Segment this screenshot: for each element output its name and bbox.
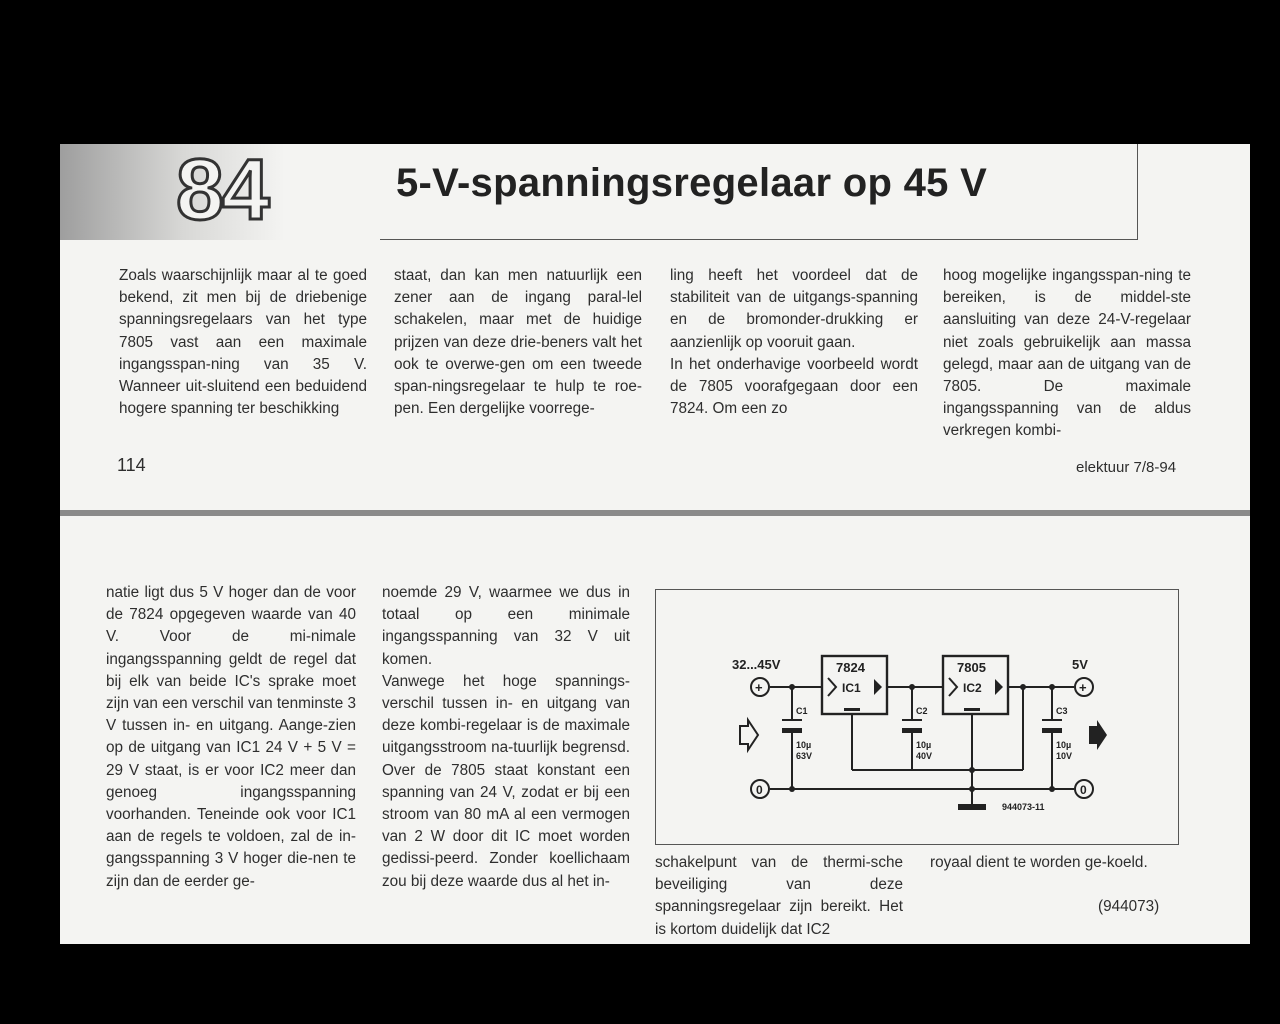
- paragraph: noemde 29 V, waarmee we dus in totaal op een minimale ingangsspanning van 32 V uit komen.: [382, 584, 630, 668]
- bottom-column-4: [930, 852, 1180, 874]
- ic1-name-label: IC1: [842, 681, 861, 695]
- ic1-type-label: 7824: [836, 660, 865, 675]
- ic2-ground-mark: [964, 708, 980, 711]
- input-arrow-icon: [740, 720, 758, 750]
- circuit-schematic: [655, 589, 1179, 845]
- paragraph: Vanwege het hoge spannings-verschil tussen in- en uitgang van deze kombi-regelaar is de maximale uitgangsstroom na-tuurlijk begrensd. Over de 7805 staat konstant een spanning van 24 V, zodat er bij een stroom van 80 mA al een vermogen van 2 W door dit IC moet worden gedissi-peerd. Zonder koellichaam zou bij deze waarde dus al het in-: [382, 672, 630, 890]
- top-column-1: [119, 265, 367, 420]
- top-column-4: [943, 265, 1191, 443]
- bottom-column-3: [655, 852, 903, 941]
- output-arrow-icon: [1089, 720, 1107, 750]
- junction: [1049, 684, 1055, 690]
- c3-voltage-label: 10V: [1056, 751, 1073, 761]
- junction: [909, 684, 915, 690]
- ground-bar-icon: [958, 804, 986, 810]
- paragraph: hoog mogelijke ingangsspan-ning te bereiken, is de middel-ste aansluiting van deze 24-V-regelaar niet zoals gebruikelijk aan massa gelegd, maar aan de uitgang van de 7805. De maximale ingangsspanning van de aldus verkregen kombi-: [943, 267, 1191, 440]
- ic1-ground-mark: [844, 708, 860, 711]
- article-title: 5-V-spanningsregelaar op 45 V: [396, 161, 988, 205]
- junction: [789, 684, 795, 690]
- paragraph: Zoals waarschijnlijk maar al te goed bekend, zit men bij de driebenige spanningsregelaars van het type 7805 vast aan een maximale ingangsspan-ning van 35 V. Wanneer uit-sluitend een beduidend hogere spanning ter beschikking: [119, 267, 367, 418]
- c2-plate-bottom: [902, 728, 922, 733]
- bottom-column-2: [382, 582, 630, 893]
- plus-symbol: +: [755, 680, 763, 695]
- junction: [789, 786, 795, 792]
- article-code: (944073): [1098, 898, 1160, 915]
- schematic-drawing: [656, 590, 1180, 846]
- c1-voltage-label: 63V: [796, 751, 813, 761]
- junction: [969, 767, 975, 773]
- page-number: 114: [117, 455, 146, 475]
- ic2-type-label: 7805: [957, 660, 986, 675]
- paragraph: royaal dient te worden ge-koeld.: [930, 854, 1148, 871]
- ground-symbol: 0: [1080, 783, 1087, 797]
- article-number: 84: [176, 142, 268, 238]
- journal-reference: elektuur 7/8-94: [1076, 459, 1177, 476]
- c2-name-label: C2: [916, 706, 928, 716]
- paragraph: natie ligt dus 5 V hoger dan de voor de 7824 opgegeven waarde van 40 V. Voor de mi-nimale ingangsspanning geldt de regel dat bij elk van beide IC's sprake moet zijn van een verschil van tenminste 3 V tussen in- en uitgang. Aange-zien op de uitgang van IC1 24 V + 5 V = 29 V staat, is er voor IC2 meer dan genoeg ingangsspanning voorhanden. Teneinde ook voor IC1 aan de regels te voldoen, zal de in-gangsspanning 3 V hoger die-nen te zijn dan de eerder ge-: [106, 584, 356, 890]
- junction: [969, 786, 975, 792]
- top-column-3: [670, 265, 918, 420]
- c1-name-label: C1: [796, 706, 808, 716]
- bottom-column-1: [106, 582, 356, 893]
- c2-value-label: 10µ: [916, 740, 932, 750]
- paragraph: staat, dan kan men natuurlijk een zener aan de ingang paral-lel schakelen, maar met de huidige prijzen van deze drie-beners valt het ook te overwe-gen om een tweede span-ningsregelaar te hulp te roe-pen. Een dergelijke voorrege-: [394, 267, 642, 418]
- c3-plate-bottom: [1042, 728, 1062, 733]
- c1-value-label: 10µ: [796, 740, 812, 750]
- c2-voltage-label: 40V: [916, 751, 933, 761]
- top-column-2: [394, 265, 642, 420]
- input-voltage-label: 32...45V: [732, 657, 781, 672]
- paragraph: schakelpunt van de thermi-sche beveiliging van deze spanningsregelaar zijn bereikt. Het is kortom duidelijk dat IC2: [655, 854, 903, 938]
- c3-value-label: 10µ: [1056, 740, 1072, 750]
- output-voltage-label: 5V: [1072, 657, 1088, 672]
- c1-plate-bottom: [782, 728, 802, 733]
- paragraph: In het onderhavige voorbeeld wordt de 7805 voorafgegaan door een 7824. Om een zo: [670, 355, 918, 418]
- ground-symbol: 0: [756, 783, 763, 797]
- paragraph: ling heeft het voordeel dat de stabiliteit van de uitgangs-spanning en de bromonder-drukking er aanzienlijk op vooruit gaan.: [670, 267, 918, 351]
- ic2-name-label: IC2: [963, 681, 982, 695]
- plus-symbol: +: [1079, 680, 1087, 695]
- junction: [1020, 684, 1026, 690]
- figure-code: 944073-11: [1002, 802, 1045, 812]
- c3-name-label: C3: [1056, 706, 1068, 716]
- junction: [1049, 786, 1055, 792]
